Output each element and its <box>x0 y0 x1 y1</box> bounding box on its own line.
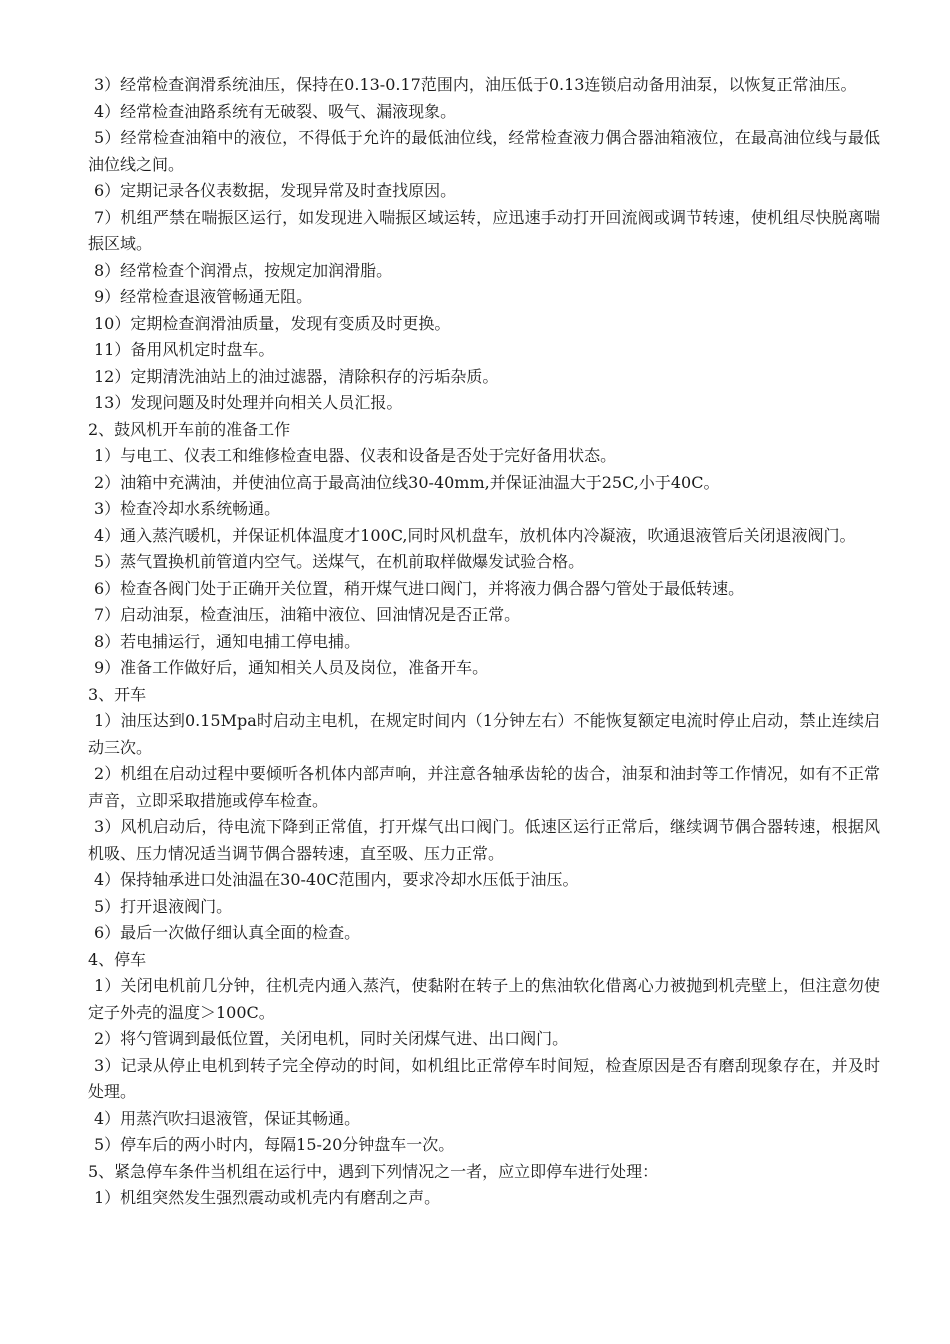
list-item: 1）机组突然发生强烈震动或机壳内有磨刮之声。 <box>94 1188 441 1207</box>
list-item: 6）最后一次做仔细认真全面的检查。 <box>94 923 361 942</box>
list-item: 13）发现问题及时处理并向相关人员汇报。 <box>94 393 403 412</box>
list-item: 4）用蒸汽吹扫退液管，保证其畅通。 <box>94 1108 361 1128</box>
document-body <box>88 72 880 1212</box>
list-item: 5）停车后的两小时内，每隔15-20分钟盘车一次。 <box>94 1135 455 1154</box>
list-item: 4）保持轴承进口处油温在30-40C范围内，要求冷却水压低于油压。 <box>94 870 579 889</box>
list-item: 11）备用风机定时盘车。 <box>94 340 275 359</box>
list-item: 8）若电捕运行，通知电捕工停电捕。 <box>94 631 361 651</box>
list-item: 9）准备工作做好后，通知相关人员及岗位，准备开车。 <box>94 658 489 677</box>
list-item: 1）油压达到0.15Mpa时启动主电机，在规定时间内（1分钟左右）不能恢复额定电流时停止启动，禁止连续启动三次。 <box>88 711 880 757</box>
section-heading: 4、停车 <box>88 949 147 969</box>
list-item: 4）通入蒸汽暖机，并保证机体温度才100C,同时风机盘车，放机体内冷凝液，吹通退液管后关闭退液阀门。 <box>94 525 856 545</box>
list-item: 6）检查各阀门处于正确开关位置，稍开煤气进口阀门，并将液力偶合器勺管处于最低转速。 <box>94 578 745 598</box>
list-item: 3）检查冷却水系统畅通。 <box>94 499 281 518</box>
section-heading: 3、开车 <box>88 684 147 704</box>
list-item: 5）经常检查油箱中的液位，不得低于允许的最低油位线，经常检查液力偶合器油箱液位，在最高油位线与最低油位线之间。 <box>88 128 880 174</box>
list-item: 7）机组严禁在喘振区运行，如发现进入喘振区域运转，应迅速手动打开回流阀或调节转速，使机组尽快脱离喘振区域。 <box>88 207 880 253</box>
section-heading: 2、鼓风机开车前的准备工作 <box>88 419 291 439</box>
list-item: 3）经常检查润滑系统油压，保持在0.13-0.17范围内，油压低于0.13连锁启动备用油泵，以恢复正常油压。 <box>94 75 857 94</box>
list-item: 6）定期记录各仪表数据，发现异常及时查找原因。 <box>94 181 457 200</box>
list-item: 8）经常检查个润滑点，按规定加润滑脂。 <box>94 260 393 280</box>
list-item: 2）油箱中充满油，并使油位高于最高油位线30-40mm,并保证油温大于25C,小于40C。 <box>94 472 720 492</box>
list-item: 3）记录从停止电机到转子完全停动的时间，如机组比正常停车时间短，检查原因是否有磨刮现象存在，并及时处理。 <box>88 1055 880 1101</box>
list-item: 2）机组在启动过程中要倾听各机体内部声响，并注意各轴承齿轮的齿合，油泵和油封等工作情况，如有不正常声音，立即采取措施或停车检查。 <box>88 764 880 810</box>
list-item: 1）关闭电机前几分钟，往机壳内通入蒸汽，使黏附在转子上的焦油软化借离心力被抛到机壳壁上，但注意勿使定子外壳的温度＞100C。 <box>88 976 880 1022</box>
list-item: 7）启动油泵，检查油压，油箱中液位、回油情况是否正常。 <box>94 605 521 624</box>
list-item: 1）与电工、仪表工和维修检查电器、仪表和设备是否处于完好备用状态。 <box>94 446 617 465</box>
list-item: 12）定期清洗油站上的油过滤器，清除积存的污垢杂质。 <box>94 366 499 386</box>
section-heading: 5、紧急停车条件当机组在运行中，遇到下列情况之一者，应立即停车进行处理： <box>88 1161 659 1181</box>
list-item: 9）经常检查退液管畅通无阻。 <box>94 287 313 306</box>
list-item: 5）打开退液阀门。 <box>94 896 233 916</box>
list-item: 5）蒸气置换机前管道内空气。送煤气，在机前取样做爆发试验合格。 <box>94 552 585 571</box>
list-item: 2）将勺管调到最低位置，关闭电机，同时关闭煤气进、出口阀门。 <box>94 1029 569 1048</box>
list-item: 3）风机启动后，待电流下降到正常值，打开煤气出口阀门。低速区运行正常后，继续调节偶合器转速，根据风机吸、压力情况适当调节偶合器转速，直至吸、压力正常。 <box>88 817 880 863</box>
list-item: 10）定期检查润滑油质量，发现有变质及时更换。 <box>94 313 451 333</box>
list-item: 4）经常检查油路系统有无破裂、吸气、漏液现象。 <box>94 101 457 121</box>
